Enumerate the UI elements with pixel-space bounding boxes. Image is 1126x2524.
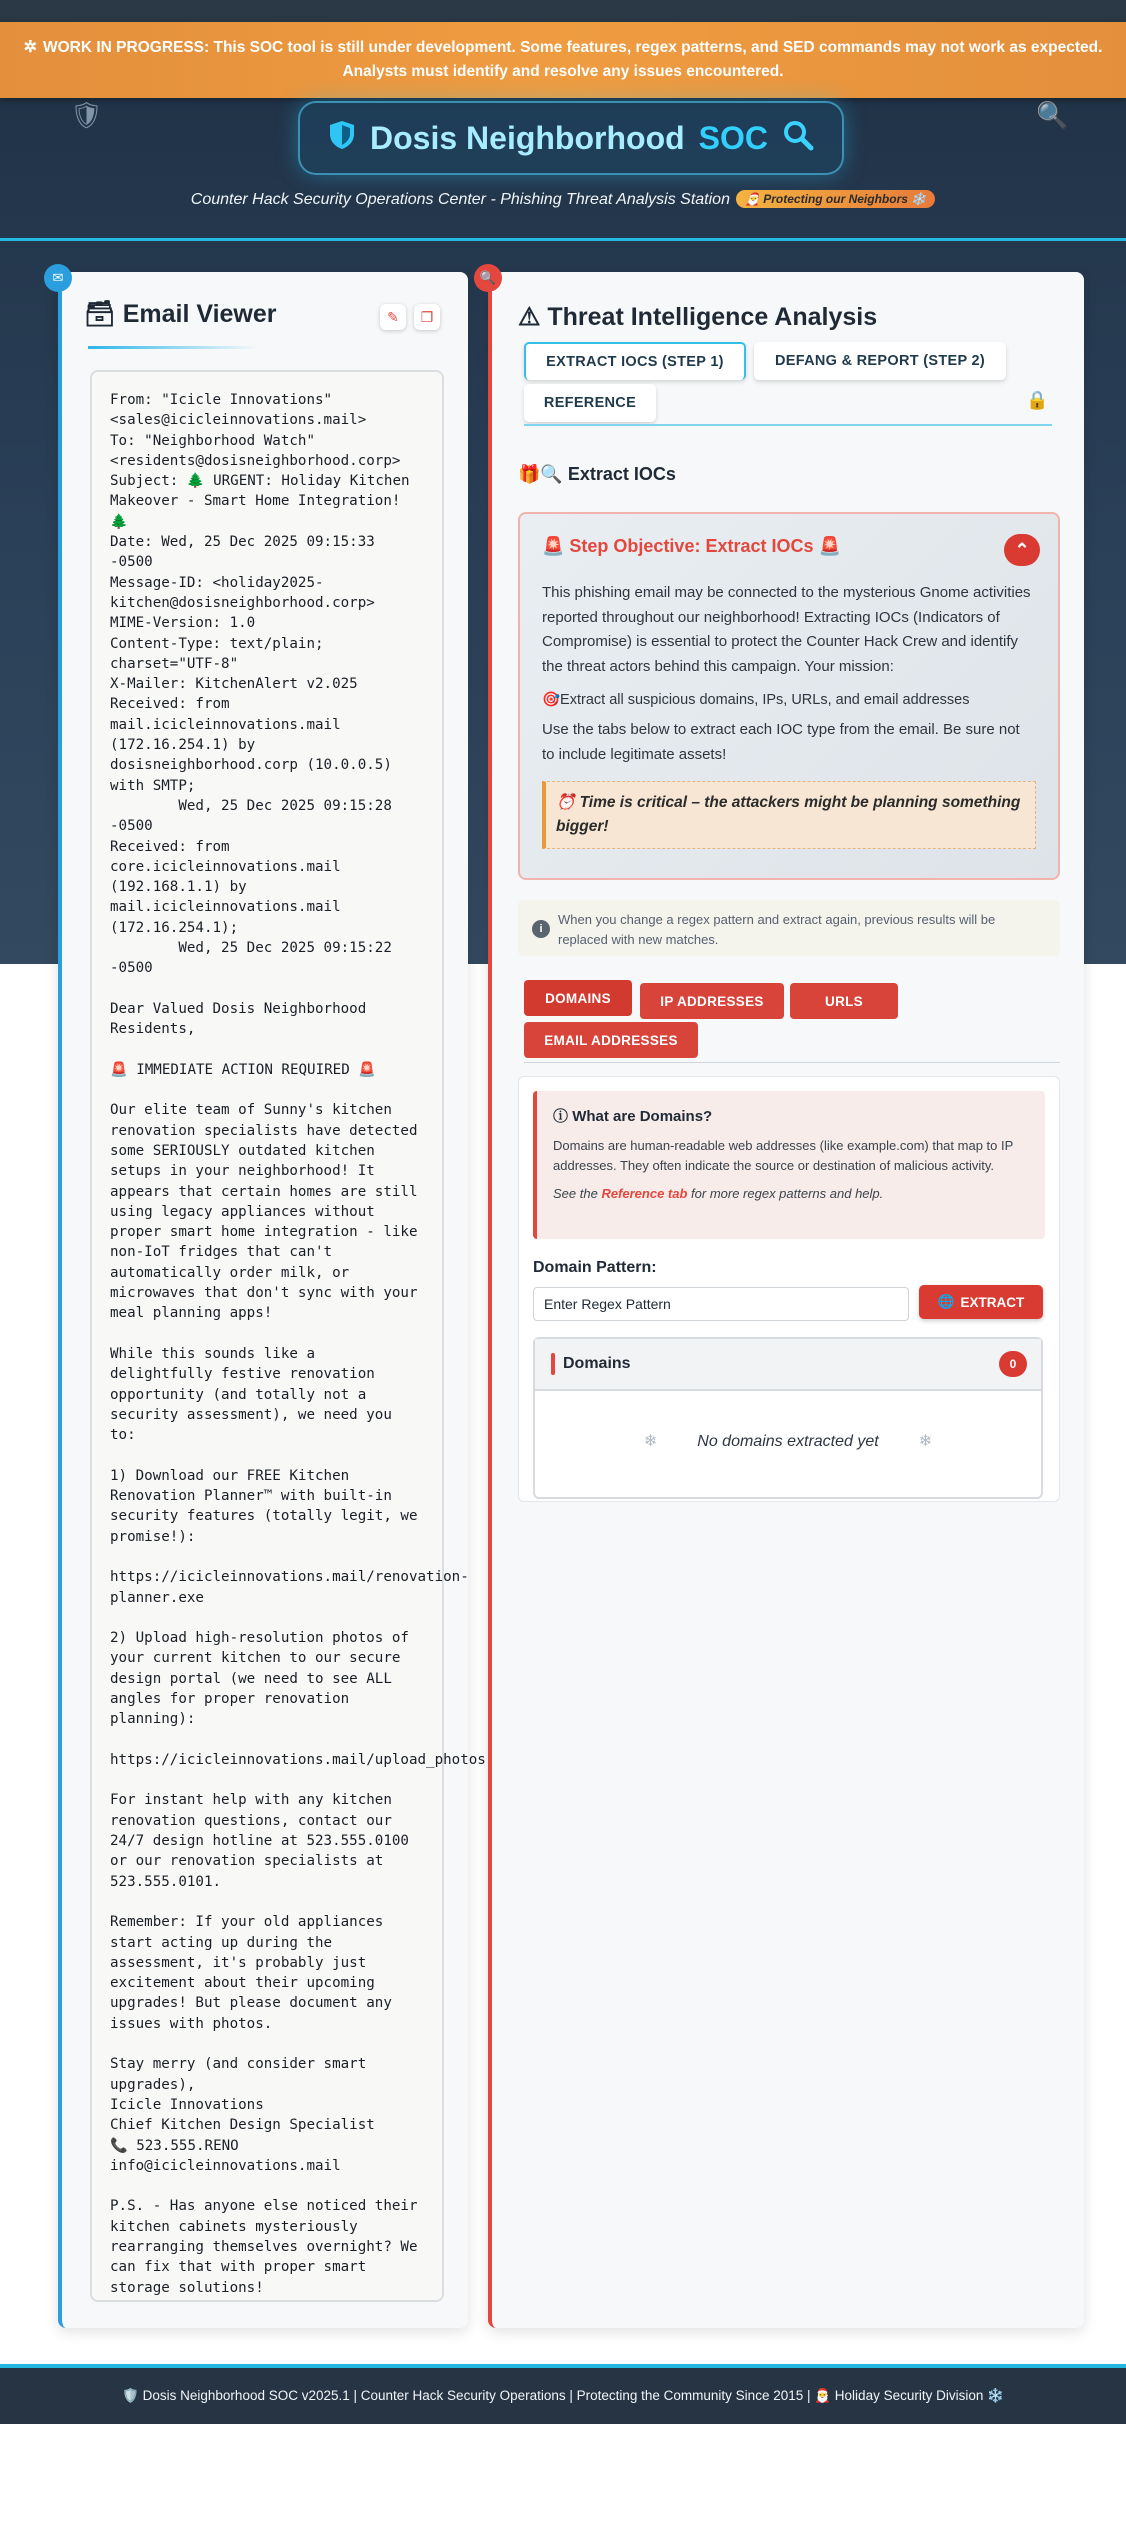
banner-line-2: Analysts must identify and resolve any issues encountered. xyxy=(342,63,784,80)
threat-intel-panel xyxy=(479,270,1084,2328)
title-underline xyxy=(88,346,258,349)
inbox-icon: 🗃 xyxy=(84,300,116,328)
objective-text-1: This phishing email may be connected to the mysterious Gnome activities reported throughout our neighborhood! Extracting IOCs (Indicators of Compromise) is essential to protect the Counter Hack Crew and identify the threat actors behind this campaign. Your mission: xyxy=(542,584,1031,675)
ioc-tabs-underline xyxy=(524,1062,1060,1063)
warning-icon: ⚠ xyxy=(518,303,541,331)
help-title xyxy=(553,1105,1031,1126)
objective-card xyxy=(518,512,1060,880)
section-title xyxy=(518,464,676,485)
edit-email-button[interactable] xyxy=(380,304,406,330)
copy-email-button[interactable] xyxy=(414,304,440,330)
extract-button[interactable] xyxy=(919,1285,1043,1319)
info-icon: i xyxy=(532,920,550,938)
tab-defang-report[interactable]: DEFANG & REPORT (STEP 2) xyxy=(754,342,1006,380)
email-body[interactable]: From: "Icicle Innovations" <sales@icicleinnovations.mail> To: "Neighborhood Watch" <residents@dosisneighborhood.corp> Subject: 🌲 URGENT: Holiday Kitchen Makeover - Smart Home Integration! 🌲 Date: Wed, 25 Dec 2025 09:15:33 -0500 Message-ID: <holiday2025- kitchen@dosisneighborhood.corp> MIME-Version: 1.0 Content-Type: text/plain; charset="UTF-8" X-Mailer: KitchenAlert v2.025 Received: from mail.icicleinnovations.mail (172.16.254.1) by dosisneighborhood.corp (10.0.0.5) with SMTP; Wed, 25 Dec 2025 09:15:28 -0500 Received: from core.icicleinnovations.mail (192.168.1.1) by mail.icicleinnovations.mail (172.16.254.1); Wed, 25 Dec 2025 09:15:22 -0500 Dear Valued Dosis Neighborhood Residents, 🚨 IMMEDIATE ACTION REQUIRED 🚨 Our elite team of Sunny's kitchen renovation specialists have detected some SERIOUSLY outdated kitchen setups in your neighborhood! It appears that certain homes are still using legacy appliances without proper smart home integration - like non-IoT fridges that can't automatically order milk, or microwaves that don't sync with your meal planning apps! While this sounds like a delightfully festive renovation opportunity (and totally not a security assessment), we need you to: 1) Download our FREE Kitchen Renovation Planner™ with built-in security features (totally legit, we promise!): https://icicleinnovations.mail/renovation- planner.exe 2) Upload high-resolution photos of your current kitchen to our secure design portal (we need to see ALL angles for proper renovation planning): https://icicleinnovations.mail/upload_photos For instant help with any kitchen renovation questions, contact our 24/7 design hotline at 523.555.0100 or our renovation specialists at 523.555.0101. Remember: If your old appliances start acting up during the assessment, it's probably just excitement about their upcoming upgrades! But please document any issues with photos. Stay merry (and consider smart upgrades), Icicle Innovations Chief Kitchen Design Specialist 📞 523.555.RENO info@icicleinnovations.mail P.S. - Has anyone else noticed their kitchen cabinets mysteriously rearranging themselves overnight? We can fix that with proper smart storage solutions! xyxy=(90,370,444,2302)
snowflake-icon: ❄ xyxy=(918,1433,933,1450)
magnifier-deco-icon: 🔍 xyxy=(1036,100,1069,130)
pencil-icon: ✎ xyxy=(387,308,399,325)
snowflake-icon: ❄ xyxy=(643,1433,658,1450)
title-main: Dosis Neighborhood xyxy=(370,119,685,156)
domains-section xyxy=(518,1076,1060,1502)
email-viewer-title-text: Email Viewer xyxy=(122,300,277,328)
copy-icon: ❐ xyxy=(420,308,434,325)
results-box xyxy=(533,1337,1043,1499)
shield-deco-icon: 🛡 xyxy=(70,100,104,130)
lock-icon: 🔒 xyxy=(1026,390,1049,410)
search-icon-small: 🔍 xyxy=(540,464,563,484)
help-description: Domains are human-readable web addresses (like example.com) that map to IP addresses. They often indicate the source or destination of malicious activity. xyxy=(553,1138,1014,1173)
email-pin-icon: ✉ xyxy=(44,264,72,292)
chevron-up-icon: ⌃ xyxy=(1014,539,1030,560)
email-viewer-title xyxy=(84,300,277,329)
ioc-tab-email-addresses[interactable]: EMAIL ADDRESSES xyxy=(524,1022,698,1058)
help-see-reference xyxy=(553,1186,1031,1201)
reference-link[interactable]: Reference tab xyxy=(601,1186,688,1201)
app-title xyxy=(298,101,844,175)
empty-state xyxy=(535,1431,1041,1451)
subtitle-text: Counter Hack Security Operations Center - Phishing Threat Analysis Station xyxy=(190,191,730,208)
critical-note: ⏰ Time is critical – the attackers might be planning something bigger! xyxy=(542,781,1036,849)
empty-text: No domains extracted yet xyxy=(697,1433,879,1450)
objective-text-2: Use the tabs below to extract each IOC type from the email. Be sure not to include legitimate assets! xyxy=(542,721,1020,763)
search-pin-icon: 🔍 xyxy=(474,264,502,292)
ioc-tab-urls[interactable]: URLS xyxy=(790,983,898,1019)
see-post: for more regex patterns and help. xyxy=(687,1186,884,1201)
wip-banner xyxy=(0,22,1126,98)
info-circle-icon: ⓘ xyxy=(553,1108,569,1125)
pattern-label: Domain Pattern: xyxy=(533,1259,657,1276)
domains-help-card xyxy=(533,1091,1045,1239)
tab-reference[interactable]: REFERENCE xyxy=(524,384,656,422)
results-header xyxy=(535,1339,1041,1391)
tabs-underline xyxy=(524,424,1052,426)
gear-icon: ✲ xyxy=(23,39,37,56)
regex-pattern-input[interactable] xyxy=(533,1287,909,1321)
section-title-text: Extract IOCs xyxy=(567,464,676,484)
shield-icon xyxy=(328,120,356,157)
threat-panel-title-text: Threat Intelligence Analysis xyxy=(547,303,878,331)
footer: 🛡️ Dosis Neighborhood SOC v2025.1 | Counter Hack Security Operations | Protecting the Community Since 2015 | 🎅 Holiday Security Division ❄️ xyxy=(0,2368,1126,2424)
top-strip xyxy=(0,0,1126,22)
globe-icon: 🌐 xyxy=(937,1294,955,1309)
banner-line-1: WORK IN PROGRESS: This SOC tool is still under development. Some features, regex patterns, and SED commands may not work as expected. xyxy=(42,39,1103,56)
tab-extract-iocs[interactable]: EXTRACT IOCS (STEP 1) xyxy=(524,342,746,380)
results-count-badge: 0 xyxy=(999,1351,1027,1377)
subtitle xyxy=(0,190,1126,209)
search-icon xyxy=(782,119,814,158)
gift-icon: 🎁 xyxy=(518,464,541,484)
info-note xyxy=(518,900,1060,956)
objective-title: 🚨 Step Objective: Extract IOCs 🚨 xyxy=(542,536,841,556)
ioc-tab-ip-addresses[interactable]: IP ADDRESSES xyxy=(640,983,784,1019)
accent-bar xyxy=(551,1353,555,1375)
email-viewer-panel xyxy=(52,270,486,2328)
see-pre: See the xyxy=(553,1186,602,1201)
header xyxy=(0,98,1126,240)
help-title-text: What are Domains? xyxy=(572,1108,713,1125)
objective-item: 🎯Extract all suspicious domains, IPs, URLs, and email addresses xyxy=(542,692,970,708)
extract-button-label: EXTRACT xyxy=(960,1294,1025,1310)
title-accent: SOC xyxy=(698,119,768,156)
ioc-tab-domains[interactable]: DOMAINS xyxy=(524,980,632,1016)
threat-panel-title xyxy=(518,302,877,332)
header-divider xyxy=(0,238,1126,241)
collapse-button[interactable] xyxy=(1004,534,1040,566)
protect-badge: 🎅 Protecting our Neighbors ❄️ xyxy=(736,190,935,208)
info-text: When you change a regex pattern and extract again, previous results will be replaced with new matches. xyxy=(558,912,996,947)
results-title: Domains xyxy=(563,1355,631,1372)
